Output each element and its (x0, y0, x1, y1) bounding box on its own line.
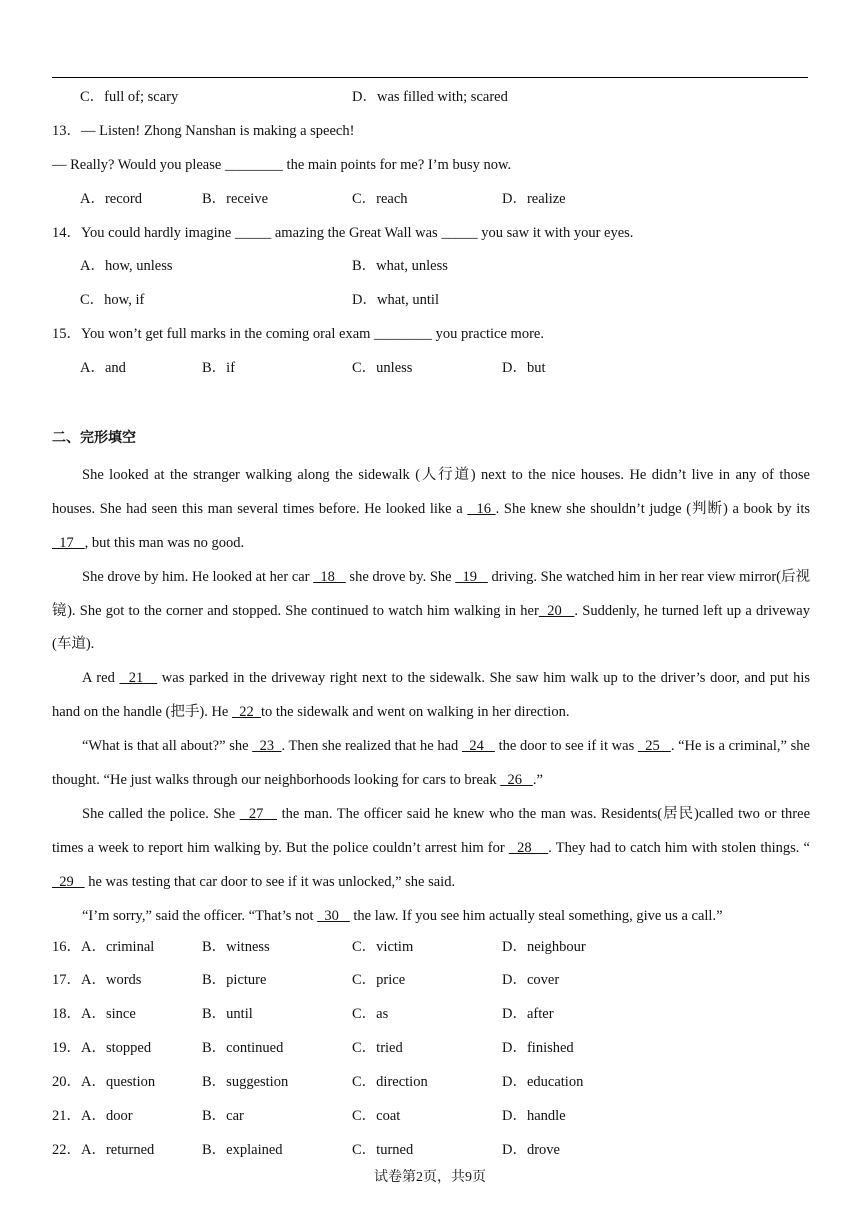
question-13-line-1: 13．— Listen! Zhong Nanshan is making a speech! (52, 122, 355, 139)
question-12-options-row (52, 84, 810, 118)
passage-text: the law. If you see him actually steal something, give us a call.” (349, 907, 723, 924)
cloze-options-20 (52, 1069, 810, 1103)
passage-paragraph-1 (52, 459, 810, 561)
passage-text: She called the police. She (82, 805, 240, 822)
passage-text: She drove by him. He looked at her car (82, 568, 314, 585)
section-gap (52, 389, 810, 425)
option-a[interactable]: A．and (80, 360, 126, 377)
blank-30[interactable]: 30 (317, 907, 350, 924)
option-a[interactable]: 20．A．question (52, 1074, 156, 1091)
option-d[interactable]: D．education (502, 1074, 584, 1091)
option-c[interactable]: C．as (352, 1006, 389, 1023)
option-a[interactable]: 21．A．door (52, 1108, 133, 1125)
option-c[interactable]: C．unless (352, 360, 413, 377)
section-title: 二、完形填空 (52, 430, 136, 447)
option-d[interactable]: D．was filled with; scared (352, 89, 508, 105)
option-c[interactable]: C．price (352, 972, 406, 989)
option-b[interactable]: B．what, unless (352, 258, 448, 275)
blank-28[interactable]: 28 (508, 839, 549, 856)
option-c[interactable]: C．reach (352, 190, 408, 207)
blank-16[interactable]: 16 (467, 500, 496, 517)
option-c[interactable]: C．coat (352, 1108, 401, 1125)
blank-24[interactable]: 24 (461, 738, 495, 755)
question-13-line-2: — Really? Would you please ________ the main points for me? I’m busy now. (52, 156, 512, 173)
passage-text: A red (82, 670, 120, 687)
option-d[interactable]: D．handle (502, 1108, 566, 1125)
option-b[interactable]: B．car (202, 1108, 244, 1125)
passage-text: he was testing that car door to see if it was unlocked,” she said. (84, 873, 456, 890)
passage-text: the door to see if it was (494, 738, 638, 755)
option-c[interactable]: C．tried (352, 1040, 403, 1057)
option-a[interactable]: 19．A．stopped (52, 1040, 152, 1057)
option-d[interactable]: D．finished (502, 1040, 574, 1057)
passage-text: She looked at the stranger walking along the sidewalk (人行道) next to the nice houses. He didn’t live in any of those houses. She had seen this man several times before. He looked like a (52, 466, 810, 517)
option-d[interactable]: D．drove (502, 1141, 560, 1158)
question-15-stem: 15．You won’t get full marks in the coming oral exam ________ you practice more. (52, 326, 544, 343)
option-b[interactable]: B．continued (202, 1040, 284, 1057)
question-15-options (52, 355, 810, 389)
header-rule (52, 77, 808, 78)
page-content (52, 84, 810, 1171)
passage-text: was parked in the driveway right next to the sidewalk. She saw him walk up to the driver’s door, and put his hand on the handle (把手). He (52, 670, 810, 721)
option-b[interactable]: B．picture (202, 972, 267, 989)
blank-25[interactable]: 25 (637, 738, 671, 755)
cloze-options-16 (52, 934, 810, 968)
blank-20[interactable]: 20 (538, 602, 575, 619)
passage-text: . Then she realized that he had (281, 738, 462, 755)
question-13-options (52, 186, 810, 220)
option-d[interactable]: D．neighbour (502, 938, 586, 955)
passage-text: she drove by. She (345, 568, 456, 585)
option-b[interactable]: B．if (202, 360, 236, 377)
passage-text: . “He is a criminal,” she thought. “He just walks through our neighborhoods looking for cars to break (52, 738, 810, 789)
passage-text: “What is that all about?” she (82, 738, 253, 755)
option-a[interactable]: A．record (80, 190, 143, 207)
cloze-options-21 (52, 1103, 810, 1137)
passage-text: the man. The officer said he knew who the man was. Residents(居民)called two or three times a week to report him walking by. But the police couldn’t arrest him for (52, 805, 811, 856)
option-a[interactable]: 22．A．returned (52, 1141, 155, 1158)
option-b[interactable]: B．until (202, 1006, 253, 1023)
question-14-stem: 14．You could hardly imagine _____ amazing the Great Wall was _____ you saw it with your eyes. (52, 224, 634, 241)
blank-21[interactable]: 21 (119, 670, 158, 687)
option-b[interactable]: B．witness (202, 938, 270, 955)
blank-29[interactable]: 29 (52, 873, 85, 890)
passage-text: .” (532, 772, 543, 789)
passage-paragraph-5 (52, 798, 810, 900)
option-a[interactable]: 18．A．since (52, 1006, 136, 1023)
blank-17[interactable]: 17 (52, 534, 85, 551)
passage-paragraph-6 (52, 900, 810, 934)
option-b[interactable]: B．receive (202, 190, 269, 207)
option-d[interactable]: D．cover (502, 972, 560, 989)
page-footer: 试卷第2页，共9页 (374, 1170, 486, 1185)
option-d[interactable]: D．but (502, 360, 546, 377)
option-a[interactable]: A．how, unless (80, 258, 173, 275)
blank-26[interactable]: 26 (500, 772, 533, 789)
passage-text: , but this man was no good. (84, 534, 245, 551)
blank-27[interactable]: 27 (239, 805, 278, 822)
option-a[interactable]: 16．A．criminal (52, 938, 155, 955)
option-c[interactable]: C．direction (352, 1074, 428, 1091)
passage-text: “I’m sorry,” said the officer. “That’s not (82, 907, 318, 924)
option-d[interactable]: D．what, until (352, 292, 439, 309)
option-b[interactable]: B．explained (202, 1141, 283, 1158)
question-14-options-row-2 (52, 287, 810, 321)
option-d[interactable]: D．realize (502, 190, 566, 207)
passage-text: to the sidewalk and went on walking in her direction. (261, 704, 570, 721)
cloze-options-17 (52, 967, 810, 1001)
option-a[interactable]: 17．A．words (52, 972, 142, 989)
passage-text: driving. She watched him in her rear view mirror(后视镜). She got to the corner and stopped. She continued to watch him walking in her (52, 568, 811, 619)
passage-text: . They had to catch him with stolen things. “ (548, 839, 810, 856)
passage-paragraph-2 (52, 561, 810, 663)
option-c[interactable]: C．how, if (80, 292, 145, 309)
passage-text: . Suddenly, he turned left up a driveway (车道). (52, 602, 810, 653)
cloze-options-19 (52, 1035, 810, 1069)
blank-18[interactable]: 18 (313, 568, 346, 585)
passage-paragraph-3 (52, 662, 810, 730)
option-b[interactable]: B．suggestion (202, 1074, 289, 1091)
cloze-options-18 (52, 1001, 810, 1035)
passage-paragraph-4 (52, 730, 810, 798)
option-c[interactable]: C．victim (352, 938, 414, 955)
option-c[interactable]: C．turned (352, 1141, 414, 1158)
blank-23[interactable]: 23 (252, 738, 282, 755)
option-d[interactable]: D．after (502, 1006, 554, 1023)
question-14-options-row-1 (52, 253, 810, 287)
blank-19[interactable]: 19 (455, 568, 488, 585)
option-c[interactable]: C．full of; scary (80, 89, 179, 105)
passage-text: . She knew she shouldn’t judge (判断) a book by its (495, 500, 810, 517)
blank-22[interactable]: 22 (232, 704, 261, 721)
